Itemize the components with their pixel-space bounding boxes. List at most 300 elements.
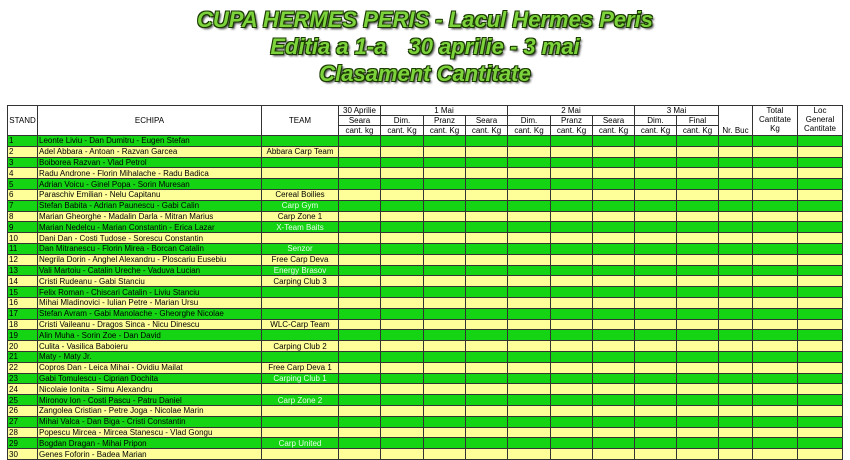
stand-cell: 6 [8, 189, 38, 200]
score-cell [508, 222, 551, 233]
score-cell [635, 179, 677, 190]
score-cell [424, 276, 466, 287]
header-session: Pranz [424, 116, 466, 126]
score-cell [339, 438, 381, 449]
header-unit: cant. Kg [635, 126, 677, 136]
echipa-cell: Adel Abbara - Antoan - Razvan Garcea [38, 146, 262, 157]
score-cell [753, 179, 798, 190]
score-cell [677, 319, 719, 330]
score-cell [798, 157, 843, 168]
score-cell [551, 362, 593, 373]
score-cell [798, 308, 843, 319]
score-cell [798, 373, 843, 384]
score-cell [753, 384, 798, 395]
score-cell [719, 405, 753, 416]
header-session: Final [677, 116, 719, 126]
score-cell [339, 265, 381, 276]
score-cell [798, 438, 843, 449]
team-cell [262, 351, 339, 362]
score-cell [719, 373, 753, 384]
score-cell [466, 136, 508, 147]
table-row [8, 189, 843, 200]
stand-cell: 4 [8, 168, 38, 179]
score-cell [339, 222, 381, 233]
team-cell: Carp Zone 1 [262, 211, 339, 222]
score-cell [753, 297, 798, 308]
score-cell [339, 243, 381, 254]
score-cell [593, 405, 635, 416]
score-cell [508, 416, 551, 427]
score-cell [551, 168, 593, 179]
echipa-cell: Stefan Babita - Adrian Paunescu - Gabi Calin [38, 200, 262, 211]
score-cell [551, 179, 593, 190]
score-cell [508, 243, 551, 254]
score-cell [753, 200, 798, 211]
score-cell [466, 254, 508, 265]
score-cell [719, 136, 753, 147]
stand-cell: 11 [8, 243, 38, 254]
header-session: Pranz [551, 116, 593, 126]
score-cell [593, 146, 635, 157]
table-row [8, 395, 843, 406]
table-row [8, 222, 843, 233]
score-cell [466, 351, 508, 362]
table-row [8, 168, 843, 179]
score-cell [593, 395, 635, 406]
score-cell [798, 254, 843, 265]
score-cell [593, 200, 635, 211]
score-cell [508, 200, 551, 211]
score-cell [593, 416, 635, 427]
score-cell [551, 287, 593, 298]
score-cell [798, 233, 843, 244]
stand-cell: 18 [8, 319, 38, 330]
header-session: Seara [593, 116, 635, 126]
score-cell [719, 341, 753, 352]
stand-cell: 8 [8, 211, 38, 222]
table-row [8, 179, 843, 190]
score-cell [424, 308, 466, 319]
score-cell [339, 189, 381, 200]
score-cell [551, 146, 593, 157]
score-cell [339, 384, 381, 395]
stand-cell: 29 [8, 438, 38, 449]
score-cell [508, 330, 551, 341]
team-cell: Carp Gym [262, 200, 339, 211]
score-cell [719, 395, 753, 406]
score-cell [593, 287, 635, 298]
score-cell [677, 384, 719, 395]
score-cell [677, 438, 719, 449]
team-cell: Energy Brasov [262, 265, 339, 276]
score-cell [635, 136, 677, 147]
score-cell [719, 276, 753, 287]
score-cell [753, 362, 798, 373]
score-cell [424, 254, 466, 265]
score-cell [381, 308, 424, 319]
date-range: 30 aprilie - 3 mai [408, 34, 580, 59]
score-cell [753, 341, 798, 352]
score-cell [593, 243, 635, 254]
score-cell [424, 265, 466, 276]
score-cell [719, 168, 753, 179]
stand-cell: 21 [8, 351, 38, 362]
echipa-cell: Radu Androne - Florin Mihalache - Radu Badica [38, 168, 262, 179]
team-cell: Free Carp Deva [262, 254, 339, 265]
score-cell [508, 405, 551, 416]
score-cell [798, 211, 843, 222]
header-stand: STAND [8, 106, 38, 136]
score-cell [381, 416, 424, 427]
score-cell [719, 330, 753, 341]
score-cell [339, 308, 381, 319]
score-cell [424, 189, 466, 200]
echipa-cell: Dani Dan - Costi Tudose - Sorescu Constantin [38, 233, 262, 244]
score-cell [424, 243, 466, 254]
table-row [8, 243, 843, 254]
score-cell [593, 297, 635, 308]
score-cell [753, 438, 798, 449]
stand-cell: 28 [8, 427, 38, 438]
echipa-cell: Marian Gheorghe - Madalin Darla - Mitran Marius [38, 211, 262, 222]
score-cell [798, 146, 843, 157]
table-row [8, 276, 843, 287]
score-cell [753, 351, 798, 362]
score-cell [424, 341, 466, 352]
score-cell [677, 157, 719, 168]
score-cell [635, 157, 677, 168]
score-cell [677, 243, 719, 254]
score-cell [466, 146, 508, 157]
score-cell [339, 287, 381, 298]
score-cell [677, 416, 719, 427]
score-cell [551, 136, 593, 147]
score-cell [381, 405, 424, 416]
score-cell [508, 351, 551, 362]
score-cell [635, 146, 677, 157]
score-cell [466, 319, 508, 330]
score-cell [753, 211, 798, 222]
score-cell [466, 341, 508, 352]
score-cell [677, 211, 719, 222]
score-cell [424, 200, 466, 211]
stand-cell: 30 [8, 449, 38, 460]
score-cell [381, 373, 424, 384]
team-cell: Carping Club 2 [262, 341, 339, 352]
team-cell: Free Carp Deva 1 [262, 362, 339, 373]
score-cell [466, 384, 508, 395]
score-cell [508, 287, 551, 298]
team-cell [262, 405, 339, 416]
score-cell [753, 189, 798, 200]
score-cell [508, 136, 551, 147]
score-cell [635, 287, 677, 298]
score-cell [551, 384, 593, 395]
table-row [8, 233, 843, 244]
score-cell [635, 330, 677, 341]
echipa-cell: Felix Roman - Chiscari Catalin - Liviu Stanciu [38, 287, 262, 298]
title-block [0, 6, 850, 87]
score-cell [677, 330, 719, 341]
team-cell: Carp United [262, 438, 339, 449]
score-cell [466, 427, 508, 438]
score-cell [508, 341, 551, 352]
score-cell [719, 362, 753, 373]
echipa-cell: Popescu Mircea - Mircea Stanescu - Vlad Gongu [38, 427, 262, 438]
score-cell [551, 330, 593, 341]
score-cell [798, 384, 843, 395]
score-cell [339, 157, 381, 168]
team-cell [262, 427, 339, 438]
score-cell [635, 438, 677, 449]
score-cell [381, 243, 424, 254]
score-cell [593, 136, 635, 147]
echipa-cell: Maty - Maty Jr. [38, 351, 262, 362]
score-cell [798, 362, 843, 373]
stand-cell: 9 [8, 222, 38, 233]
score-cell [798, 168, 843, 179]
score-cell [719, 427, 753, 438]
table-row [8, 200, 843, 211]
score-cell [339, 146, 381, 157]
score-cell [339, 362, 381, 373]
score-cell [381, 136, 424, 147]
score-cell [753, 416, 798, 427]
header-session: Seara [466, 116, 508, 126]
team-cell: Cereal Boilies [262, 189, 339, 200]
score-cell [508, 265, 551, 276]
score-cell [466, 211, 508, 222]
score-cell [551, 254, 593, 265]
score-cell [719, 308, 753, 319]
score-cell [798, 200, 843, 211]
score-cell [798, 351, 843, 362]
score-cell [551, 341, 593, 352]
echipa-cell: Genes Foforin - Badea Marian [38, 449, 262, 460]
score-cell [719, 243, 753, 254]
header-total: Total Cantitate Kg [753, 106, 798, 136]
score-cell [466, 189, 508, 200]
stand-cell: 22 [8, 362, 38, 373]
score-cell [798, 395, 843, 406]
header-unit: cant. Kg [593, 126, 635, 136]
score-cell [381, 157, 424, 168]
header-unit: cant. kg [339, 126, 381, 136]
table-row [8, 319, 843, 330]
score-cell [798, 222, 843, 233]
score-cell [508, 168, 551, 179]
echipa-cell: Boiborea Razvan - Vlad Petrol [38, 157, 262, 168]
stand-cell: 27 [8, 416, 38, 427]
score-cell [753, 395, 798, 406]
score-cell [424, 211, 466, 222]
table-row [8, 427, 843, 438]
table-row [8, 362, 843, 373]
score-cell [677, 136, 719, 147]
score-cell [551, 189, 593, 200]
table-row [8, 405, 843, 416]
title-line-1: CUPA HERMES PERIS - Lacul Hermes Peris [196, 7, 654, 32]
stand-cell: 26 [8, 405, 38, 416]
score-cell [381, 297, 424, 308]
score-cell [798, 179, 843, 190]
score-cell [551, 233, 593, 244]
score-cell [798, 276, 843, 287]
stand-cell: 12 [8, 254, 38, 265]
score-cell [798, 330, 843, 341]
score-cell [551, 243, 593, 254]
score-cell [798, 287, 843, 298]
score-cell [424, 330, 466, 341]
table-row [8, 341, 843, 352]
score-cell [466, 308, 508, 319]
header-day-mai1: 1 Mai [381, 106, 508, 116]
score-cell [635, 351, 677, 362]
score-cell [593, 254, 635, 265]
title-line-2 [0, 33, 850, 60]
score-cell [508, 395, 551, 406]
team-cell: X-Team Baits [262, 222, 339, 233]
score-cell [466, 416, 508, 427]
score-cell [339, 395, 381, 406]
score-cell [635, 297, 677, 308]
score-cell [719, 157, 753, 168]
header-echipa: ECHIPA [38, 106, 262, 136]
score-cell [466, 157, 508, 168]
score-cell [508, 308, 551, 319]
team-cell [262, 136, 339, 147]
team-cell [262, 308, 339, 319]
score-cell [593, 351, 635, 362]
score-cell [753, 427, 798, 438]
score-cell [798, 136, 843, 147]
score-cell [551, 211, 593, 222]
stand-cell: 1 [8, 136, 38, 147]
stand-cell: 16 [8, 297, 38, 308]
echipa-cell: Culita - Vasilica Baboieru [38, 341, 262, 352]
score-cell [677, 395, 719, 406]
score-cell [508, 373, 551, 384]
score-cell [551, 265, 593, 276]
score-cell [424, 179, 466, 190]
score-cell [508, 276, 551, 287]
score-cell [508, 438, 551, 449]
score-cell [339, 233, 381, 244]
echipa-cell: Cristi Rudeanu - Gabi Stanciu [38, 276, 262, 287]
score-cell [551, 276, 593, 287]
score-cell [466, 222, 508, 233]
header-unit: cant. Kg [508, 126, 551, 136]
score-cell [381, 384, 424, 395]
score-cell [551, 297, 593, 308]
table-row [8, 254, 843, 265]
score-cell [508, 146, 551, 157]
score-cell [677, 233, 719, 244]
title-line-3: Clasament Cantitate [319, 61, 531, 86]
score-cell [635, 416, 677, 427]
header-unit: cant. Kg [424, 126, 466, 136]
score-cell [424, 222, 466, 233]
team-cell [262, 179, 339, 190]
score-cell [508, 319, 551, 330]
score-cell [719, 189, 753, 200]
echipa-cell: Gabi Tomulescu - Ciprian Dochita [38, 373, 262, 384]
score-cell [466, 233, 508, 244]
score-cell [508, 157, 551, 168]
score-cell [424, 362, 466, 373]
score-cell [753, 168, 798, 179]
score-cell [381, 351, 424, 362]
team-cell [262, 287, 339, 298]
score-cell [339, 254, 381, 265]
score-cell [753, 405, 798, 416]
header-nrbuc: Nr. Buc [719, 106, 753, 136]
score-cell [339, 341, 381, 352]
score-cell [424, 287, 466, 298]
stand-cell: 2 [8, 146, 38, 157]
score-cell [508, 211, 551, 222]
score-cell [339, 179, 381, 190]
score-cell [551, 319, 593, 330]
score-cell [677, 308, 719, 319]
stand-cell: 13 [8, 265, 38, 276]
score-cell [635, 168, 677, 179]
score-cell [381, 319, 424, 330]
score-cell [677, 189, 719, 200]
score-cell [424, 384, 466, 395]
score-cell [339, 136, 381, 147]
score-cell [381, 233, 424, 244]
score-cell [753, 373, 798, 384]
score-cell [635, 200, 677, 211]
echipa-cell: Mihai Mladinovici - Iulian Petre - Marian Ursu [38, 297, 262, 308]
score-cell [677, 373, 719, 384]
score-cell [753, 157, 798, 168]
score-cell [593, 308, 635, 319]
score-cell [381, 168, 424, 179]
score-cell [798, 405, 843, 416]
echipa-cell: Paraschiv Emilian - Nelu Capitanu [38, 189, 262, 200]
stand-cell: 10 [8, 233, 38, 244]
score-cell [424, 427, 466, 438]
score-cell [381, 179, 424, 190]
score-cell [424, 373, 466, 384]
team-cell [262, 330, 339, 341]
score-cell [719, 254, 753, 265]
score-cell [551, 351, 593, 362]
score-cell [677, 287, 719, 298]
score-cell [381, 189, 424, 200]
score-cell [753, 254, 798, 265]
stand-cell: 3 [8, 157, 38, 168]
score-cell [551, 395, 593, 406]
score-cell [339, 168, 381, 179]
score-cell [719, 222, 753, 233]
score-cell [339, 200, 381, 211]
table-row [8, 384, 843, 395]
score-cell [593, 222, 635, 233]
score-cell [635, 254, 677, 265]
echipa-cell: Adrian Voicu - Ginel Popa - Sorin Muresan [38, 179, 262, 190]
score-cell [381, 276, 424, 287]
score-cell [466, 200, 508, 211]
score-cell [635, 233, 677, 244]
table-row [8, 351, 843, 362]
score-cell [719, 319, 753, 330]
score-cell [677, 427, 719, 438]
score-cell [466, 297, 508, 308]
score-cell [551, 157, 593, 168]
